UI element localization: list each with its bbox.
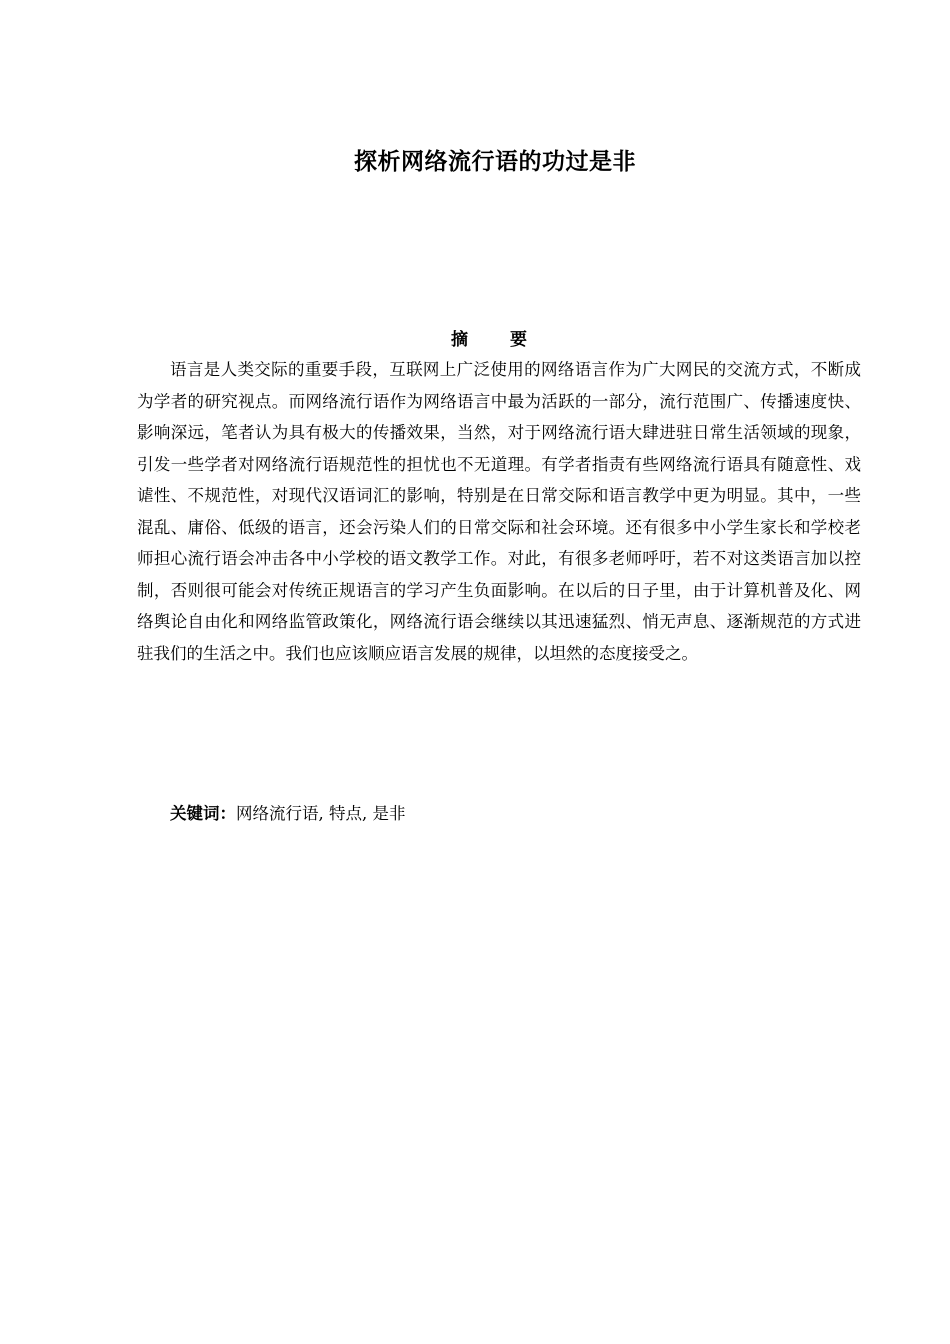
abstract-heading: 摘 要 bbox=[451, 330, 545, 350]
keywords-value: 网络流行语, 特点, 是非 bbox=[236, 804, 406, 823]
keywords-line bbox=[170, 802, 405, 826]
document-title: 探析网络流行语的功过是非 bbox=[354, 149, 636, 175]
keywords-label: 关键词： bbox=[170, 804, 236, 823]
abstract-body: 语言是人类交际的重要手段，互联网上广泛使用的网络语言作为广大网民的交流方式，不断成为学者的研究视点。而网络流行语作为网络语言中最为活跃的一部分，流行范围广、传播速度快、影响深远，笔者认为具有极大的传播效果，当然，对于网络流行语大肆进驻日常生活领域的现象，引发一些学者对网络流行语规范性的担忧也不无道理。有学者指责有些网络流行语具有随意性、戏谑性、不规范性，对现代汉语词汇的影响，特别是在日常交际和语言教学中更为明显。其中，一些混乱、庸俗、低级的语言，还会污染人们的日常交际和社会环境。还有很多中小学生家长和学校老师担心流行语会冲击各中小学校的语文教学工作。对此，有很多老师呼吁，若不对这类语言加以控制，否则很可能会对传统正规语言的学习产生负面影响。在以后的日子里，由于计算机普及化、网络舆论自由化和网络监管政策化，网络流行语会继续以其迅速猛烈、悄无声息、逐渐规范的方式进驻我们的生活之中。我们也应该顺应语言发展的规律，以坦然的态度接受之。 bbox=[137, 360, 861, 663]
